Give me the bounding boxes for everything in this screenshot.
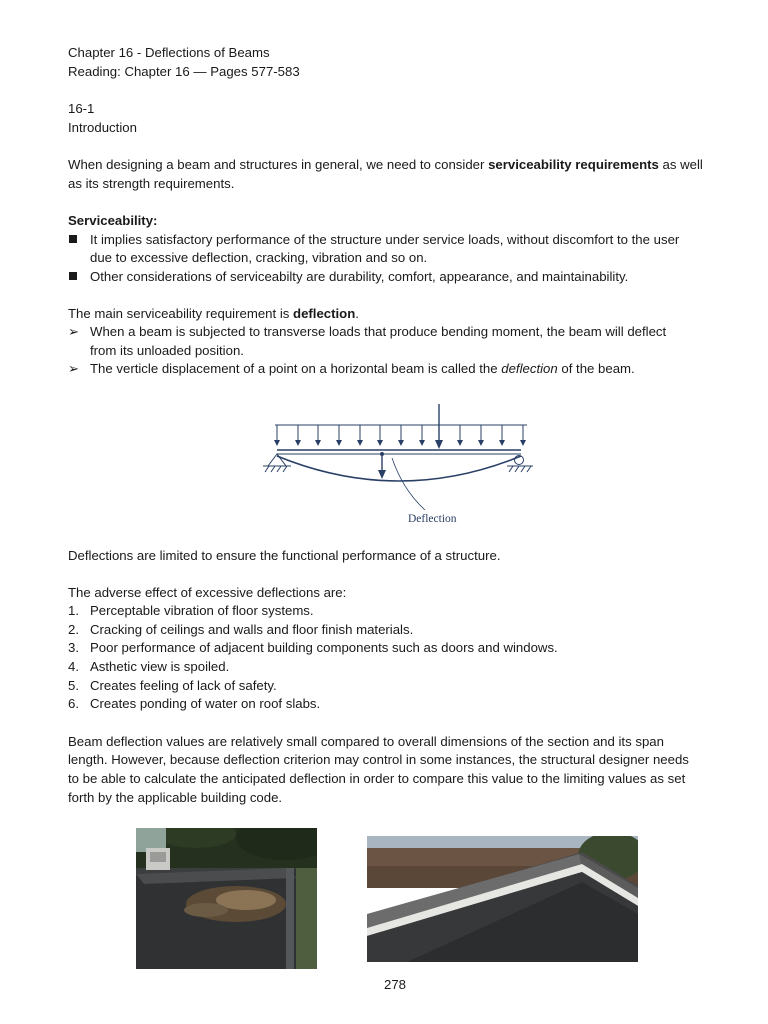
- limits-sentence: Deflections are limited to ensure the functional performance of a structure.: [68, 548, 501, 563]
- roof-ponding-photo: [136, 828, 317, 969]
- adverse-effects-heading: The adverse effect of excessive deflections are:: [68, 585, 347, 600]
- page-number: 278: [383, 977, 406, 992]
- deflection-label: Deflection: [408, 513, 457, 525]
- beam-deflection-figure: [255, 398, 545, 530]
- serviceability-bullet-1-line-2: due to excessive deflection, cracking, vibration and so on.: [90, 250, 428, 265]
- list-item: Creates ponding of water on roof slabs.: [90, 696, 321, 711]
- deflection-leader: [392, 458, 425, 510]
- arrow-bullet-1-line-1: When a beam is subjected to transverse loads that produce bending moment, the beam will deflect: [90, 324, 667, 339]
- list-item: Asthetic view is spoiled.: [90, 659, 230, 674]
- deflected-shape: [277, 456, 521, 481]
- serviceability-bullet-2: Other considerations of serviceabilty are durability, comfort, appearance, and maintainability.: [90, 269, 629, 284]
- intro-bold-term: serviceability requirements: [488, 157, 659, 172]
- sagging-roof-photo: [367, 836, 638, 962]
- list-number: 5.: [68, 678, 79, 693]
- list-item: Poor performance of adjacent building components such as doors and windows.: [90, 640, 558, 655]
- section-title: Introduction: [68, 120, 137, 135]
- list-number: 6.: [68, 696, 79, 711]
- closing-line-2: length. However, because deflection criterion may control in some instances, the structural designer needs: [68, 752, 689, 767]
- closing-line-1: Beam deflection values are relatively small compared to overall dimensions of the section and its span: [68, 734, 664, 749]
- intro-line-2: as its strength requirements.: [68, 176, 235, 191]
- serviceability-heading: Serviceability:: [68, 213, 158, 228]
- list-number: 1.: [68, 603, 79, 618]
- deflection-italic-term: deflection: [501, 361, 558, 376]
- section-number: 16-1: [68, 101, 95, 116]
- deflection-intro: The main serviceability requirement is deflection.: [68, 306, 359, 321]
- square-bullet-icon: [69, 272, 77, 280]
- arrow-bullet-icon: ➢: [68, 324, 80, 339]
- list-item: Perceptable vibration of floor systems.: [90, 603, 314, 618]
- chapter-title: Chapter 16 - Deflections of Beams: [68, 45, 270, 60]
- list-number: 3.: [68, 640, 79, 655]
- closing-line-3: to be able to calculate the anticipated deflection in order to compare this value to the limiting values as set: [68, 771, 686, 786]
- intro-line-1: When designing a beam and structures in general, we need to consider serviceability requirements as well: [68, 157, 703, 172]
- list-number: 2.: [68, 622, 79, 637]
- arrow-bullet-1-line-2: from its unloaded position.: [90, 343, 244, 358]
- reading-reference: Reading: Chapter 16 — Pages 577-583: [68, 64, 300, 79]
- closing-line-4: forth by the applicable building code.: [68, 790, 283, 805]
- deflection-bold-term: deflection: [293, 306, 356, 321]
- list-number: 4.: [68, 659, 79, 674]
- list-item: Creates feeling of lack of safety.: [90, 678, 277, 693]
- serviceability-bullet-1-line-1: It implies satisfactory performance of the structure under service loads, without discomfort to the user: [90, 232, 680, 247]
- arrow-bullet-2: The verticle displacement of a point on a horizontal beam is called the deflection of the beam.: [90, 361, 635, 376]
- square-bullet-icon: [69, 235, 77, 243]
- arrow-bullet-icon: ➢: [68, 361, 80, 376]
- pin-support: [268, 454, 286, 466]
- list-item: Cracking of ceilings and walls and floor finish materials.: [90, 622, 414, 637]
